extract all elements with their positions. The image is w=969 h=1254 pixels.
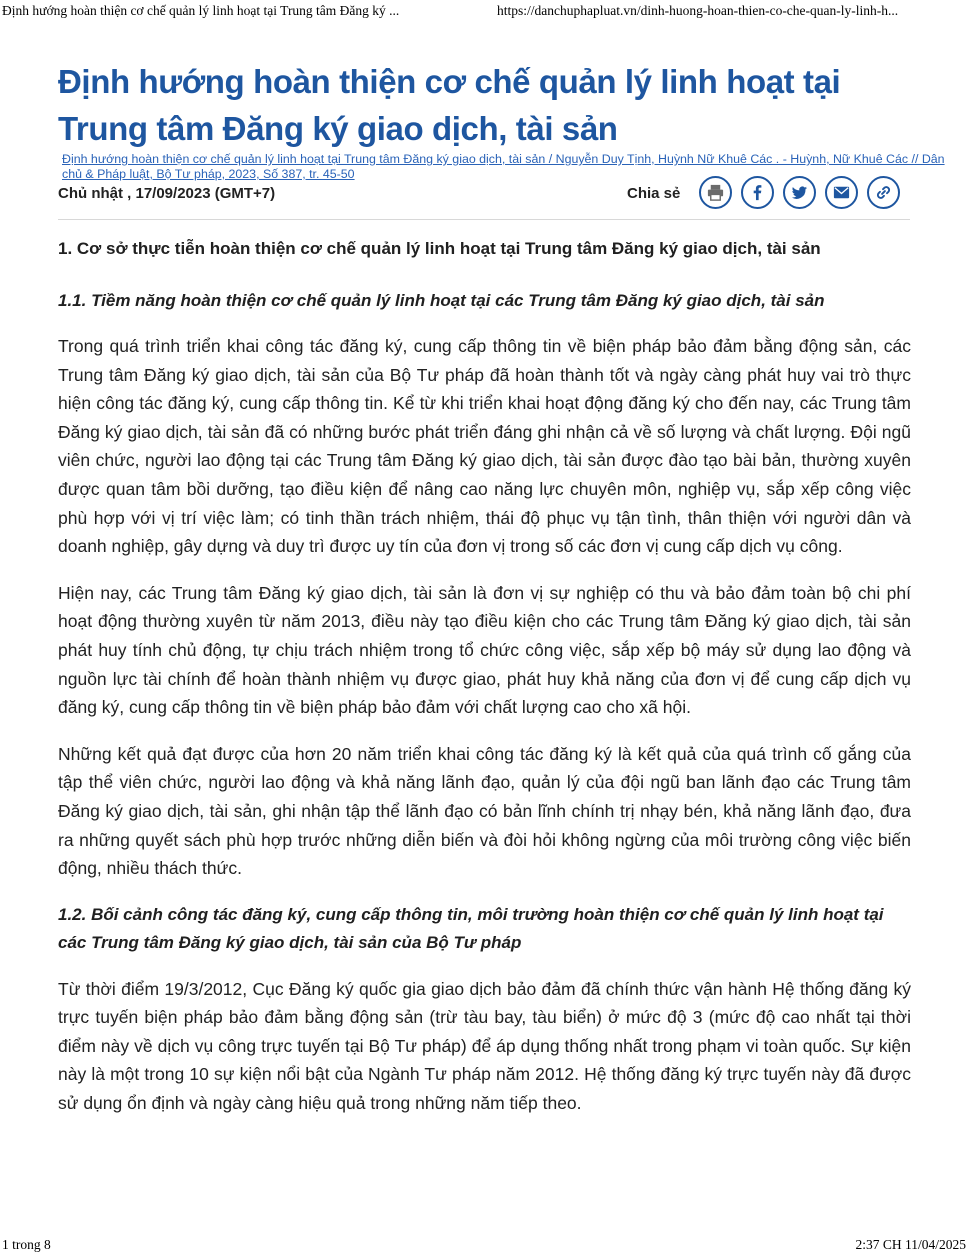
print-timestamp: 2:37 CH 11/04/2025 [855, 1237, 966, 1252]
email-share-button[interactable] [825, 176, 858, 209]
article-body [58, 229, 911, 1118]
print-header-title: Định hướng hoàn thiện cơ chế quản lý linh hoạt tại Trung tâm Đăng ký ... [2, 3, 400, 18]
share-label: Chia sẻ [627, 185, 681, 202]
twitter-share-button[interactable] [783, 176, 816, 209]
twitter-icon [790, 183, 809, 202]
article-title: Định hướng hoàn thiện cơ chế quản lý linh hoạt tại Trung tâm Đăng ký giao dịch, tài sản [58, 63, 841, 147]
facebook-share-button[interactable] [741, 176, 774, 209]
facebook-icon [748, 183, 767, 202]
print-share-button[interactable] [699, 176, 732, 209]
copy-link-share-button[interactable] [867, 176, 900, 209]
print-header-url[interactable]: https://danchuphapluat.vn/dinh-huong-hoan-thien-co-che-quan-ly-linh-h... [497, 3, 899, 18]
paragraph-1: Trong quá trình triển khai công tác đăng ký, cung cấp thông tin về biện pháp bảo đảm bằng động sản, các Trung tâm Đăng ký giao dịch, tài sản của Bộ Tư pháp đã hoàn thành tốt và ngày càng phát huy vai trò thực hiện công tác đăng ký, cung cấp thông tin. Kể từ khi triển khai hoạt động đăng ký cho đến nay, các Trung tâm Đăng ký giao dịch, tài sản đã có những bước phát triển đáng ghi nhận cả về số lượng và chất lượng. Đội ngũ viên chức, người lao động tại các Trung tâm Đăng ký giao dịch, tài sản được đào tạo bài bản, thường xuyên được quan tâm bồi dưỡng, tạo điều kiện để nâng cao năng lực chuyên môn, nghiệp vụ, sắp xếp công việc phù hợp với vị trí việc làm; có tinh thần trách nhiệm, thái độ phục vụ tận tình, thân thiện với người dân và doanh nghiệp, gây dựng và duy trì được uy tín của đơn vị trong số các đơn vị cung cấp dịch vụ công. [58, 336, 911, 557]
email-icon [832, 183, 851, 202]
citation-link[interactable]: Định hướng hoàn thiện cơ chế quản lý linh hoạt tại Trung tâm Đăng ký giao dịch, tài sản / Nguyễn Duy Tịnh, Huỳnh Nữ Khuê Các . - Huỳnh, Nữ Khuê Các // Dân chủ & Pháp luật, Bộ Tư pháp, 2023, Số 387, tr. 45-50 [62, 152, 945, 181]
section-1-2-heading: 1.2. Bối cảnh công tác đăng ký, cung cấp thông tin, môi trường hoàn thiện cơ chế quản lý linh hoạt tại các Trung tâm Đăng ký giao dịch, tài sản của Bộ Tư pháp [58, 904, 884, 952]
publish-date: Chủ nhật , 17/09/2023 (GMT+7) [58, 185, 276, 202]
link-icon [874, 183, 893, 202]
section-1-heading: 1. Cơ sở thực tiễn hoàn thiện cơ chế quản lý linh hoạt tại Trung tâm Đăng ký giao dịch, tài sản [58, 239, 821, 258]
paragraph-4: Từ thời điểm 19/3/2012, Cục Đăng ký quốc gia giao dịch bảo đảm đã chính thức vận hành Hệ thống đăng ký trực tuyến biện pháp bảo đảm bằng động sản (trừ tàu bay, tàu biển) ở mức độ 3 (mức độ cao nhất tại thời điểm này về dịch vụ công trực tuyến tại Bộ Tư pháp) để áp dụng thống nhất trong phạm vi toàn quốc. Sự kiện này là một trong 10 sự kiện nổi bật của Ngành Tư pháp năm 2012. Hệ thống đăng ký trực tuyến này đã được sử dụng ổn định và ngày càng hiệu quả trong những năm tiếp theo. [58, 978, 911, 1114]
print-icon [706, 183, 725, 202]
print-page-number: 1 trong 8 [2, 1237, 51, 1252]
paragraph-3: Những kết quả đạt được của hơn 20 năm triển khai công tác đăng ký là kết quả của quá trình cố gắng của tập thể viên chức, người lao động và khả năng lãnh đạo, quản lý của đội ngũ ban lãnh đạo các Trung tâm Đăng ký giao dịch, tài sản, ghi nhận tập thể lãnh đạo có bản lĩnh chính trị nhạy bén, khả năng lãnh đạo, đưa ra những quyết sách phù hợp trước những diễn biến và đòi hỏi không ngừng của môi trường công việc biến động, nhiều thách thức. [58, 743, 911, 879]
paragraph-2: Hiện nay, các Trung tâm Đăng ký giao dịch, tài sản là đơn vị sự nghiệp có thu và bảo đảm toàn bộ chi phí hoạt động thường xuyên từ năm 2013, điều này tạo điều kiện cho các Trung tâm Đăng ký giao dịch, tài sản phát huy tính chủ động, tự chịu trách nhiệm trong tổ chức công việc, sắp xếp bộ máy sử dụng lao động và nguồn lực tài chính để hoàn thành nhiệm vụ được giao, phát huy khả năng của đơn vị để cung cấp dịch vụ đăng ký, cung cấp thông tin về biện pháp bảo đảm với chất lượng cao cho xã hội. [58, 582, 911, 718]
header-divider [58, 219, 910, 220]
section-1-1-heading: 1.1. Tiềm năng hoàn thiện cơ chế quản lý linh hoạt tại các Trung tâm Đăng ký giao dịch, tài sản [58, 291, 825, 310]
